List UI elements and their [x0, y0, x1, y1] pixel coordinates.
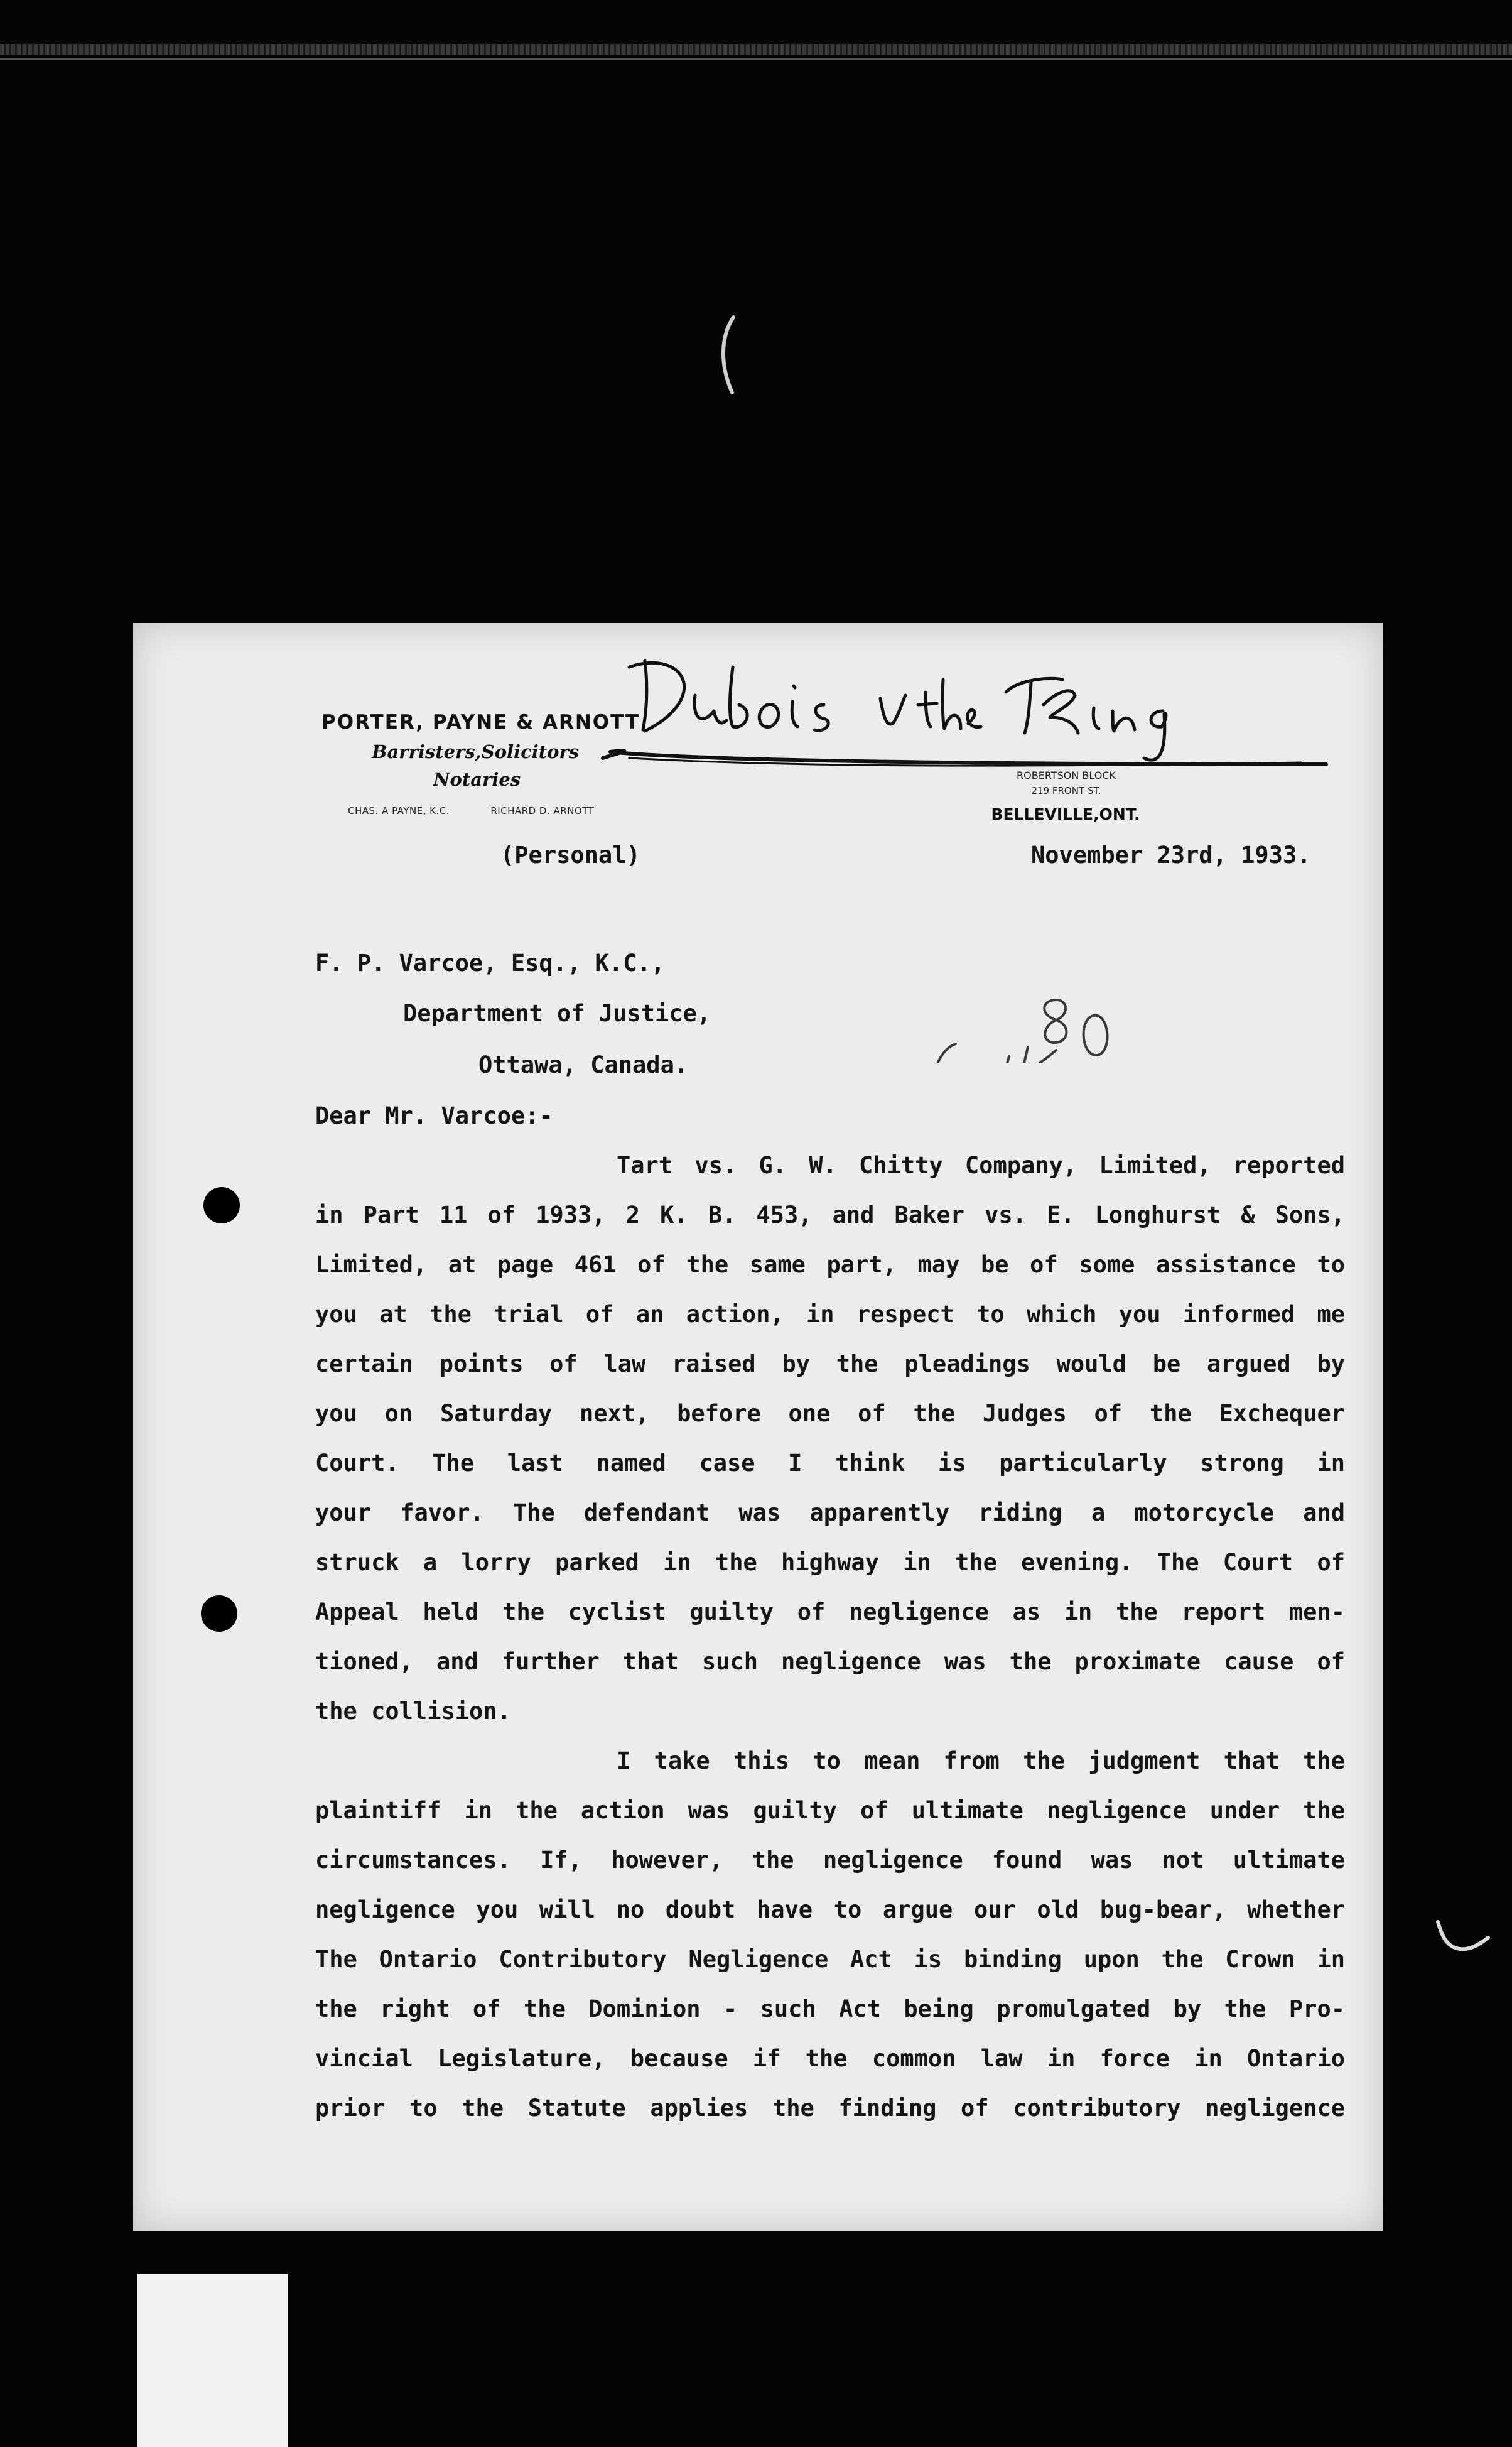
check-mark-icon [1435, 1919, 1491, 1956]
punch-hole-bottom [201, 1595, 237, 1632]
recipient-department: Department of Justice, [403, 1000, 711, 1027]
letterhead-profession: Barristers,Solicitors [372, 741, 580, 762]
body-line: certain points of law raised by the pleadings would be argued by [315, 1350, 1345, 1377]
letterhead-building: ROBERTSON BLOCK [1017, 769, 1116, 781]
recipient-location: Ottawa, Canada. [478, 1051, 689, 1078]
body-line: Appeal held the cyclist guilty of negligence as in the report men- [315, 1598, 1345, 1625]
body-line: negligence you will no doubt have to argue our old bug-bear, whether [315, 1896, 1345, 1923]
letterhead-city: BELLEVILLE,ONT. [991, 805, 1140, 823]
body-line: Tart vs. G. W. Chitty Company, Limited, reported [617, 1152, 1345, 1179]
body-line: Limited, at page 461 of the same part, may be of some assistance to [315, 1251, 1345, 1278]
body-line: Court. The last named case I think is particularly strong in [315, 1450, 1345, 1477]
personal-marking: (Personal) [500, 842, 640, 869]
body-line: you at the trial of an action, in respect to which you informed me [315, 1301, 1345, 1328]
film-strip-line [0, 58, 1512, 60]
salutation: Dear Mr. Varcoe:- [315, 1102, 553, 1129]
body-line: circumstances. If, however, the negligence found was not ultimate [315, 1847, 1345, 1874]
body-line: the collision. [315, 1698, 511, 1725]
scratch-mark-icon [716, 314, 741, 396]
body-line: vincial Legislature, because if the common law in force in Ontario [315, 2045, 1345, 2072]
letterhead-street: 219 FRONT ST. [1031, 785, 1101, 796]
body-line: I take this to mean from the judgment that the [617, 1747, 1345, 1774]
punch-hole-top [203, 1187, 240, 1224]
body-line: your favor. The defendant was apparently riding a motorcycle and [315, 1499, 1345, 1526]
body-line: you on Saturday next, before one of the Judges of the Exchequer [315, 1400, 1345, 1427]
recipient-name: F. P. Varcoe, Esq., K.C., [315, 950, 665, 977]
letter-date: November 23rd, 1933. [1031, 842, 1311, 869]
body-line: The Ontario Contributory Negligence Act is binding upon the Crown in [315, 1946, 1345, 1973]
body-line: struck a lorry parked in the highway in the evening. The Court of [315, 1549, 1345, 1576]
body-line: prior to the Statute applies the finding of contributory negligence [315, 2095, 1345, 2122]
body-line: tioned, and further that such negligence was the proximate cause of [315, 1648, 1345, 1675]
film-leader-tab [137, 2274, 288, 2447]
body-line: the right of the Dominion - such Act being promulgated by the Pro- [315, 1995, 1345, 2022]
handwritten-file-reference [927, 1000, 1107, 1063]
handwritten-case-title [603, 661, 1326, 766]
letterhead-firm-name: PORTER, PAYNE & ARNOTT [321, 711, 640, 734]
film-strip-edge [0, 44, 1512, 55]
letter-page [133, 623, 1383, 2231]
letterhead-partner-payne: CHAS. A PAYNE, K.C. [348, 805, 450, 817]
letterhead-partner-arnott: RICHARD D. ARNOTT [490, 805, 595, 817]
body-line: in Part 11 of 1933, 2 K. B. 453, and Baker vs. E. Longhurst & Sons, [315, 1202, 1345, 1229]
body-line: plaintiff in the action was guilty of ultimate negligence under the [315, 1797, 1345, 1824]
letterhead-notaries: Notaries [433, 769, 521, 790]
